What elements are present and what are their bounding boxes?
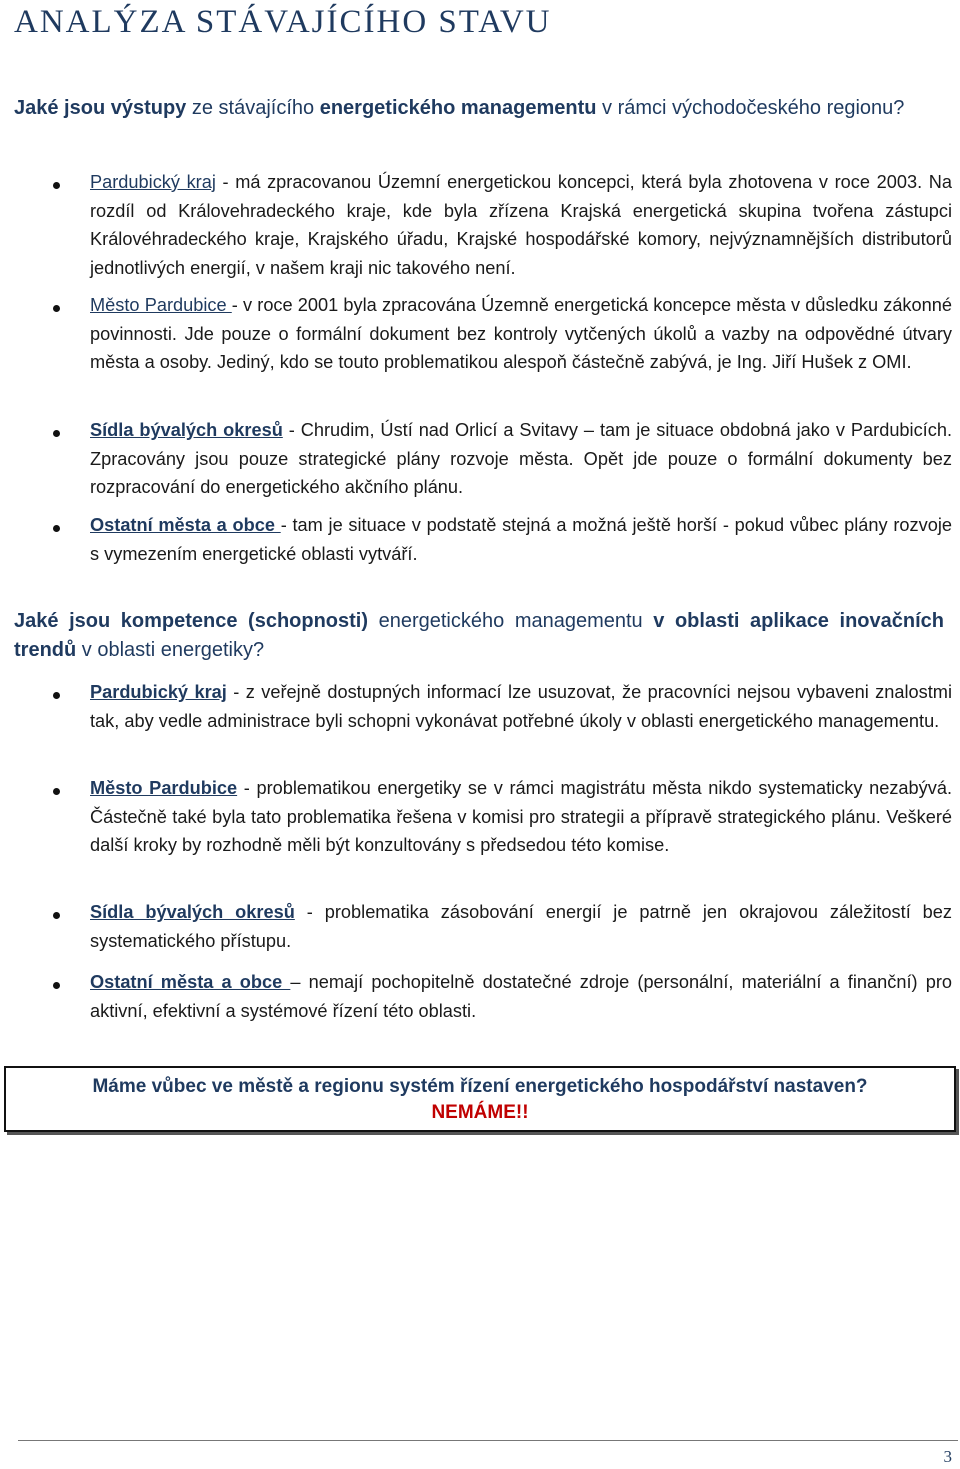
question-outputs-text-1: ze stávajícího [186,97,320,119]
callout-box [4,1066,956,1132]
bullet-icon [53,182,60,189]
callout-question: Máme vůbec ve městě a regionu systém řízení energetického hospodářství nastaven? [92,1076,868,1097]
list-item-mesto-pardubice-competences [90,774,952,860]
item-lead: Město Pardubice [90,295,232,315]
question-outputs-emphasis: energetického managementu [319,97,597,119]
question-competences-text-1: energetického managementu [368,610,654,632]
bullet-icon [53,430,60,437]
item-text: – nemají pochopitelně dostatečné zdroje (personální, materiální a finanční) pro aktivní, efektivní a systémové řízení této oblasti. [90,972,952,1021]
item-lead: Ostatní města a obce [90,515,281,535]
item-text: - z veřejně dostupných informací lze usuzovat, že pracovníci nejsou vybaveni znalostmi tak, aby vedle administrace byli schopni vykonávat potřebné úkoly v oblasti energetického managementu. [90,682,952,731]
bullet-icon [53,525,60,532]
question-outputs-text-2: v rámci východočeského regionu? [596,97,905,119]
bullet-icon [53,912,60,919]
list-item-ostatni-mesta-competences [90,968,952,1025]
item-text: - Chrudim, Ústí nad Orlicí a Svitavy – tam je situace obdobná jako v Pardubicích. Zpracovány jsou pouze strategické plány rozvoje města. Opět jde pouze o formální dokumenty bez rozpracování do energetického akčního plánu. [90,420,952,497]
item-text: - má zpracovanou Územní energetickou koncepci, která byla zhotovena v roce 2003. Na rozdíl od Královehradeckého kraje, kde byla zřízena Krajská energetická skupina tvořena zástupci Královéhradeckého kraje, Krajského úřadu, Krajské hospodářské komory, nejvýznamnějších distributorů jednotlivých energií, v našem kraji nic takového není. [90,172,952,278]
question-competences-emphasis: v oblasti aplikace inovačních trendů [14,610,944,661]
question-outputs [14,94,944,123]
footer-divider [18,1440,958,1441]
item-text: - v roce 2001 byla zpracována Územně energetická koncepce města v důsledku zákonné povinnosti. Jde pouze o formální dokument bez kontroly vytčených úkolů a vazby na odpovědné útvary města a osoby. Jediný, kdo se touto problematikou alespoň částečně zabývá, je Ing. Jiří Hušek z OMI. [90,295,952,372]
page-number: 3 [943,1447,952,1466]
item-text: - tam je situace v podstatě stejná a možná ještě horší - pokud vůbec plány rozvoje s vymezením energetické oblasti vytváří. [90,515,952,564]
bullet-icon [53,692,60,699]
bullet-icon [53,982,60,989]
page-title: ANALÝZA STÁVAJÍCÍHO STAVU [14,4,552,40]
question-competences-lead: Jaké jsou kompetence (schopnosti) [14,610,369,632]
item-lead: Ostatní města a obce [90,972,291,992]
list-item-sidla-okresu-outputs [90,416,952,502]
question-competences-text-2: v oblasti energetiky? [76,639,265,661]
question-competences [14,607,944,665]
item-lead: Sídla bývalých okresů [90,902,295,922]
item-lead: Město Pardubice [90,778,238,798]
item-text: - problematikou energetiky se v rámci magistrátu města nikdo systematicky nezabývá. Částečně také byla tato problematika řešena v komisi pro strategii a přípravě strategického plánu. Veškeré další kroky by rozhodně měli být konzultovány s předsedou této komise. [90,778,952,855]
list-item-mesto-pardubice-outputs [90,291,952,377]
callout-answer: NEMÁME!! [431,1102,529,1123]
item-lead: Pardubický kraj [90,682,227,702]
item-text: - problematika zásobování energií je patrně jen okrajovou záležitostí bez systematického přístupu. [90,902,952,951]
bullet-icon [53,305,60,312]
list-item-pardubicky-kraj-competences [90,678,952,735]
list-item-sidla-okresu-competences [90,898,952,955]
list-item-ostatni-mesta-outputs [90,511,952,568]
bullet-icon [53,788,60,795]
item-lead: Pardubický kraj [90,172,216,192]
list-item-pardubicky-kraj-outputs [90,168,952,282]
question-outputs-lead: Jaké jsou výstupy [14,97,187,119]
item-lead: Sídla bývalých okresů [90,420,283,440]
